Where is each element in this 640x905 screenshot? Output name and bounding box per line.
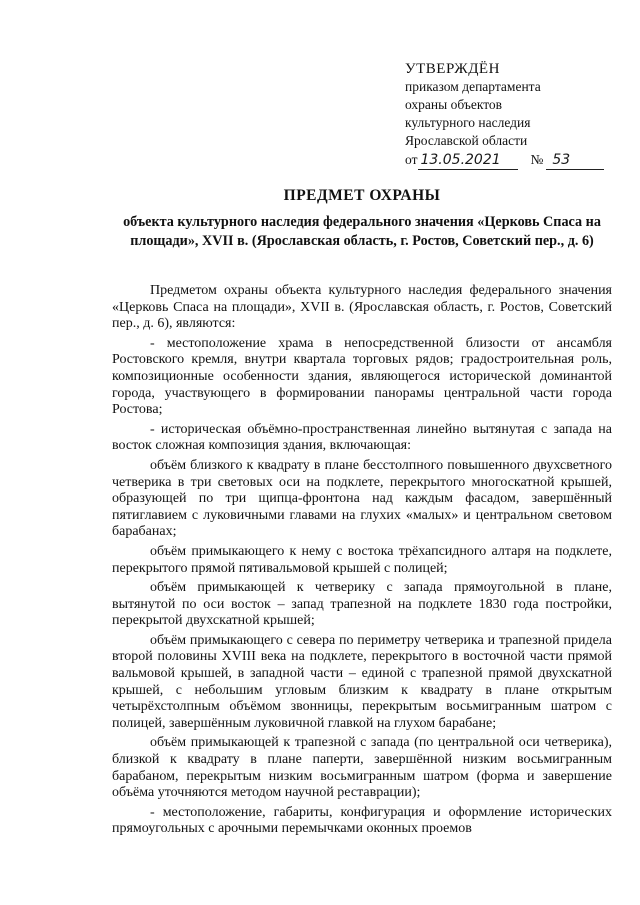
approval-stamp-block (405, 60, 620, 170)
number-label: № (530, 152, 544, 167)
handwritten-number: 53 (546, 151, 604, 170)
approval-line: культурного наследия (405, 115, 531, 130)
body-paragraph: Предметом охраны объекта культурного наследия федерального значения «Церковь Спаса на площади», XVII в. (Ярославская область, г. Ростов, Советский пер., д. 6), являются: (112, 283, 612, 332)
document-subtitle: объекта культурного наследия федерального значения «Церковь Спаса на площади», XVII в. (Ярославская область, г. Ростов, Советский пер., д. 6) (123, 214, 601, 249)
approval-line: охраны объектов (405, 97, 503, 112)
approval-heading: УТВЕРЖДЁН (405, 61, 500, 77)
handwritten-date: 13.05.2021 (418, 151, 518, 170)
document-title: ПРЕДМЕТ ОХРАНЫ (283, 187, 441, 204)
approval-line: Ярославской области (405, 133, 528, 148)
body-paragraph: объём примыкающего с севера по периметру четверика и трапезной придела второй половины XVIII века на подклете, перекрытого в восточной части прямой вальмовой крышей, в западной части – единой с трапезной прямой двухскатной крышей, с небольшим угловым близким к квадрату в плане открытым четырёхстолпным объёмом звонницы, перекрытым восьмигранным шатром с полицей, завершённым луковичной главкой на глухом барабане; (112, 632, 612, 731)
date-prefix: от (405, 152, 418, 167)
document-title-block (112, 187, 612, 251)
document-body (112, 283, 612, 841)
body-paragraph: - местоположение, габариты, конфигурация и оформление исторических прямоугольных с арочными перемычками оконных проемов (112, 804, 612, 837)
approval-line: приказом департамента (405, 79, 541, 94)
approval-date-line (405, 151, 620, 170)
body-paragraph: объём близкого к квадрату в плане бесстолпного повышенного двухсветного четверика в три световых оси на подклете, перекрытого многоскатной крышей, образующей по три щипца-фронтона над каждым фасадом, завершённый пятиглавием с луковичными главами на глухих «малых» и центральном световом барабанах; (112, 457, 612, 540)
body-paragraph: - историческая объёмно-пространственная линейно вытянутая с запада на восток сложная композиция здания, включающая: (112, 421, 612, 454)
body-paragraph: объём примыкающей к трапезной с запада (по центральной оси четверика), близкой к квадрату в плане паперти, завершённой низким восьмигранным барабаном, перекрытым низким восьмигранным шатром (форма и завершение объёма уточняются методом научной реставрации); (112, 735, 612, 801)
body-paragraph: объём примыкающей к четверику с запада прямоугольной в плане, вытянутой по оси восток – запад трапезной на подклете 1830 года постройки, перекрытой двухскатной крышей; (112, 580, 612, 629)
body-paragraph: объём примыкающего к нему с востока трёхапсидного алтаря на подклете, перекрытого прямой пятивальмовой крышей с полицей; (112, 543, 612, 576)
body-paragraph: - местоположение храма в непосредственной близости от ансамбля Ростовского кремля, внутри квартала торговых рядов; градостроительная роль, композиционные особенности здания, являющегося исторической доминантой города, участвующего в формировании панорамы центральной части города Ростова; (112, 335, 612, 418)
